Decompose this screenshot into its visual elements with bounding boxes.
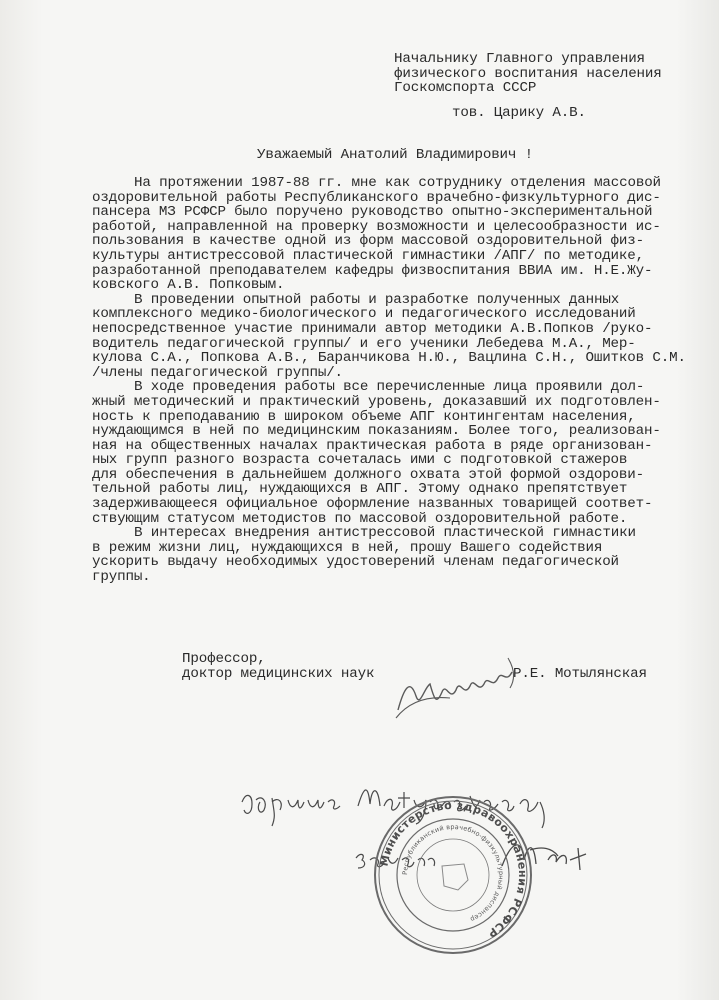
addressee-line: Начальнику Главного управления: [394, 51, 645, 67]
signatory-title-line: Профессор,: [182, 651, 266, 667]
body-line: На протяжении 1987-88 гг. мне как сотруднику отделения массовой: [134, 175, 661, 191]
signatory-title: [182, 652, 374, 681]
body-line: пансера МЗ РСФСР было поручено руководство опытно-экспериментальной: [92, 204, 653, 221]
body-line: ных групп разного возраста сочеталась ими с подготовкой стажеров: [92, 452, 628, 469]
salutation: Уважаемый Анатолий Владимирович !: [257, 147, 534, 163]
letter-body: [92, 175, 686, 586]
body-line: жный методический и практический уровень, доказавший их подготовлен-: [92, 393, 661, 410]
handwritten-signature: [390, 648, 530, 728]
body-line: пользования в качестве одной из форм массовой оздоровительной физ-: [92, 233, 645, 250]
body-line: в режим жизни лиц, нуждающихся в ней, прошу Вашего содействия: [92, 539, 603, 556]
body-line: ная на общественных началах практическая работа в ряде организован-: [92, 437, 653, 454]
addressee-line: физического воспитания населения: [394, 65, 662, 82]
stamp-inner-text: Республиканский врачебно-физкультурный диспансер: [400, 822, 506, 924]
svg-text:Министерство здравоохранения Р: [377, 799, 529, 940]
body-line: непосредственное участие принимали автор методики А.В.Попков /руко-: [92, 320, 653, 337]
body-line: /члены педагогической группы/.: [92, 364, 343, 381]
stamp-outer-text: Министерство здравоохранения РСФСР: [377, 798, 530, 941]
addressee-line: Госкомспорта СССР: [394, 80, 537, 97]
official-stamp: [372, 794, 534, 956]
signatory-title-line: доктор медицинских наук: [182, 665, 375, 682]
body-line: задерживающееся официальное оформление названных товарищей соответ-: [92, 496, 653, 513]
body-line: для обеспечения в дальнейшем должного охвата этой формой оздорови-: [92, 466, 645, 483]
body-line: В проведении опытной работы и разработке полученных данных: [134, 291, 620, 308]
body-line: работой, направленной на проверку возможности и целесообразности ис-: [92, 218, 661, 235]
body-line: В интересах внедрения антистрессовой пластической гимнастики: [134, 525, 636, 542]
signatory-name: Р.Е. Мотылянская: [513, 666, 647, 682]
svg-text:Республиканский врачебно-физку: [401, 823, 505, 923]
addressee-block: [394, 52, 704, 96]
body-line: тельной работы лиц, нуждающихся в АПГ. Этому однако препятствует: [92, 481, 628, 498]
body-line: ускорить выдачу необходимых удостоверений членам педагогической: [92, 554, 619, 571]
body-line: разработанной преподавателем кафедры физвоспитания ВВИА им. Н.Е.Жу-: [92, 262, 653, 279]
body-line: культуры антистрессовой пластической гимнастики /АПГ/ по методике,: [92, 247, 645, 264]
body-line: комплексного медико-биологического и педагогического исследований: [92, 306, 636, 323]
body-line: ковского А.В. Попковым.: [92, 277, 285, 294]
body-line: группы.: [92, 569, 151, 586]
body-line: В ходе проведения работы все перечисленные лица проявили дол-: [134, 379, 645, 396]
addressee-recipient: тов. Царику А.В.: [452, 105, 586, 121]
body-line: ность к преподаванию в широком объеме АПГ контингентам населения,: [92, 408, 636, 425]
body-line: оздоровительной работы Республиканского врачебно-физкультурного дис-: [92, 189, 661, 206]
body-line: ствующим статусом методистов по массовой оздоровительной работе.: [92, 510, 628, 527]
body-line: водитель педагогической группы/ и его ученики Лебедева М.А., Мер-: [92, 335, 636, 352]
body-line: нуждающимся в ней по медицинским показаниям. Более того, реализован-: [92, 423, 661, 440]
body-line: кулова С.А., Попкова А.В., Баранчикова Н.Ю., Вацлина С.Н., Ошитков С.М.: [92, 350, 686, 367]
